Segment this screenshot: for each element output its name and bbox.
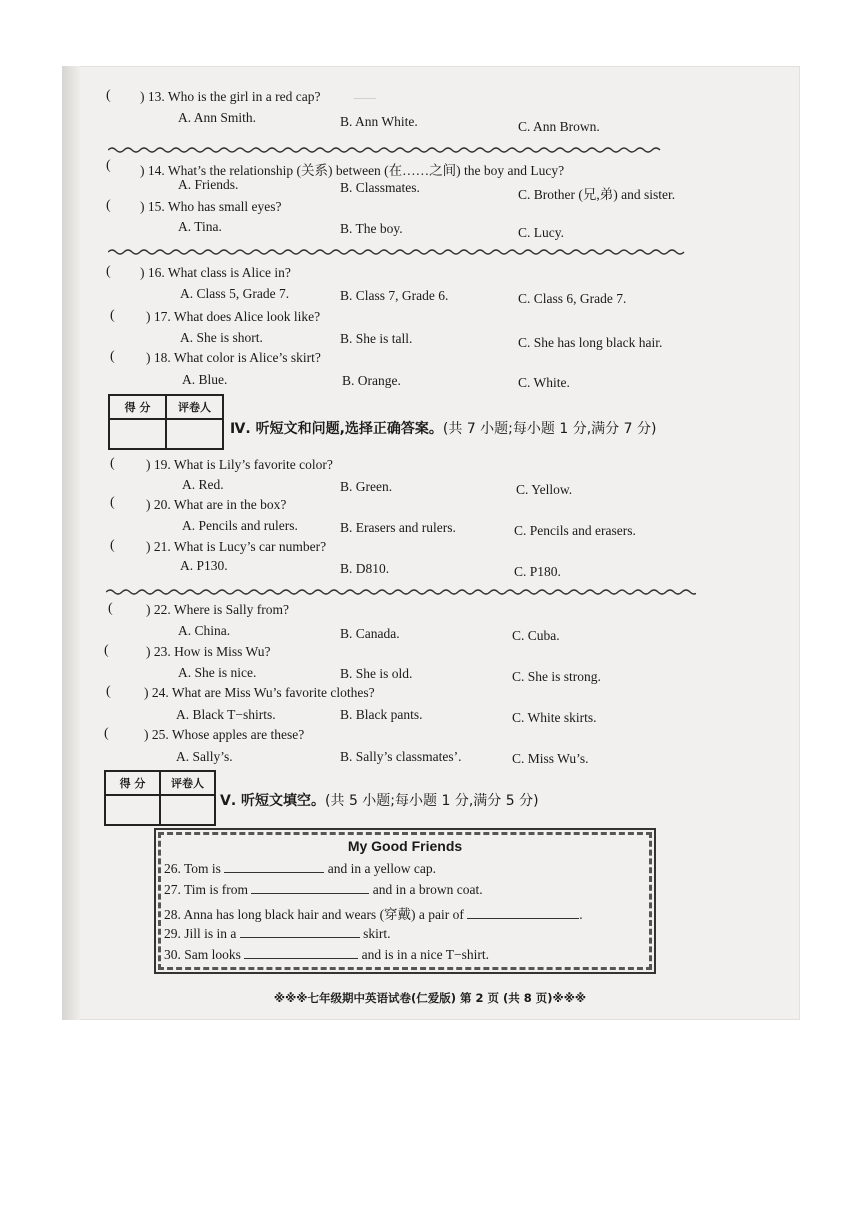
show-through-text: ——: [354, 92, 376, 104]
blank-30[interactable]: [244, 946, 358, 959]
option-23a[interactable]: A. She is nice.: [178, 665, 257, 680]
option-24b[interactable]: B. Black pants.: [340, 707, 423, 722]
option-21a[interactable]: A. P130.: [180, 558, 228, 573]
answer-paren[interactable]: (: [110, 308, 115, 323]
option-14b[interactable]: B. Classmates.: [340, 180, 420, 195]
question-14: ) 14. What’s the relationship (关系) between (在……之间) the boy and Lucy?: [140, 163, 565, 178]
section-4-title: Ⅳ. 听短文和问题,选择正确答案。(共 7 小题;每小题 1 分,满分 7 分): [230, 421, 657, 437]
wavy-divider: [108, 146, 698, 154]
option-20c[interactable]: C. Pencils and erasers.: [514, 523, 636, 538]
score-cell[interactable]: [105, 795, 160, 825]
answer-paren[interactable]: (: [104, 643, 109, 658]
option-25a[interactable]: A. Sally’s.: [176, 749, 233, 764]
option-13b[interactable]: B. Ann White.: [340, 114, 418, 129]
option-20b[interactable]: B. Erasers and rulers.: [340, 520, 456, 535]
blank-28[interactable]: [467, 906, 579, 919]
answer-paren[interactable]: (: [106, 264, 111, 279]
option-23c[interactable]: C. She is strong.: [512, 669, 601, 684]
question-16: ) 16. What class is Alice in?: [140, 265, 291, 280]
answer-paren[interactable]: (: [106, 158, 111, 173]
question-20: ) 20. What are in the box?: [146, 497, 287, 512]
option-24a[interactable]: A. Black T−shirts.: [176, 707, 276, 722]
option-18b[interactable]: B. Orange.: [342, 373, 401, 388]
answer-paren[interactable]: (: [106, 198, 111, 213]
grader-label: 评卷人: [160, 771, 215, 795]
question-23: ) 23. How is Miss Wu?: [146, 644, 271, 659]
option-19b[interactable]: B. Green.: [340, 479, 393, 494]
answer-paren[interactable]: (: [110, 538, 115, 553]
question-17: ) 17. What does Alice look like?: [146, 309, 321, 324]
section-5-title: Ⅴ. 听短文填空。(共 5 小题;每小题 1 分,满分 5 分): [220, 793, 539, 809]
score-cell[interactable]: [109, 419, 166, 449]
option-16b[interactable]: B. Class 7, Grade 6.: [340, 288, 449, 303]
option-22c[interactable]: C. Cuba.: [512, 628, 560, 643]
option-25b[interactable]: B. Sally’s classmates’.: [340, 749, 462, 764]
cloze-line-28: 28. Anna has long black hair and wears (穿戴) a pair of .: [164, 907, 583, 922]
answer-paren[interactable]: (: [110, 456, 115, 471]
option-19c[interactable]: C. Yellow.: [516, 482, 573, 497]
option-16a[interactable]: A. Class 5, Grade 7.: [180, 286, 290, 301]
cloze-line-26: 26. Tom is and in a yellow cap.: [164, 861, 437, 876]
option-14c[interactable]: C. Brother (兄,弟) and sister.: [518, 187, 676, 202]
cloze-line-27: 27. Tim is from and in a brown coat.: [164, 882, 483, 897]
grader-cell[interactable]: [160, 795, 215, 825]
question-15: ) 15. Who has small eyes?: [140, 199, 282, 214]
question-13: ) 13. Who is the girl in a red cap?: [140, 89, 321, 104]
option-18c[interactable]: C. White.: [518, 375, 570, 390]
blank-26[interactable]: [224, 860, 324, 873]
answer-paren[interactable]: (: [110, 349, 115, 364]
option-21c[interactable]: C. P180.: [514, 564, 561, 579]
option-15b[interactable]: B. The boy.: [340, 221, 403, 236]
cloze-line-30: 30. Sam looks and is in a nice T−shirt.: [164, 947, 489, 962]
score-label: 得 分: [105, 771, 160, 795]
option-20a[interactable]: A. Pencils and rulers.: [182, 518, 298, 533]
option-18a[interactable]: A. Blue.: [182, 372, 228, 387]
question-25: ) 25. Whose apples are these?: [144, 727, 305, 742]
option-23b[interactable]: B. She is old.: [340, 666, 413, 681]
option-17a[interactable]: A. She is short.: [180, 330, 263, 345]
option-14a[interactable]: A. Friends.: [178, 177, 239, 192]
option-25c[interactable]: C. Miss Wu’s.: [512, 751, 589, 766]
option-24c[interactable]: C. White skirts.: [512, 710, 597, 725]
wavy-divider: [106, 588, 696, 596]
option-13a[interactable]: A. Ann Smith.: [178, 110, 257, 125]
blank-29[interactable]: [240, 925, 360, 938]
score-box: [104, 770, 216, 826]
score-box: [108, 394, 224, 450]
option-16c[interactable]: C. Class 6, Grade 7.: [518, 291, 627, 306]
answer-paren[interactable]: (: [108, 601, 113, 616]
option-21b[interactable]: B. D810.: [340, 561, 390, 576]
option-17b[interactable]: B. She is tall.: [340, 331, 413, 346]
answer-paren[interactable]: (: [106, 684, 111, 699]
score-label: 得 分: [109, 395, 166, 419]
question-21: ) 21. What is Lucy’s car number?: [146, 539, 327, 554]
blank-27[interactable]: [251, 881, 369, 894]
grader-label: 评卷人: [166, 395, 223, 419]
option-15a[interactable]: A. Tina.: [178, 219, 222, 234]
option-22b[interactable]: B. Canada.: [340, 626, 400, 641]
answer-paren[interactable]: (: [106, 88, 111, 103]
cloze-box: [154, 828, 656, 974]
grader-cell[interactable]: [166, 419, 223, 449]
question-19: ) 19. What is Lily’s favorite color?: [146, 457, 333, 472]
option-19a[interactable]: A. Red.: [182, 477, 224, 492]
answer-paren[interactable]: (: [110, 495, 115, 510]
option-22a[interactable]: A. China.: [178, 623, 231, 638]
answer-paren[interactable]: (: [104, 726, 109, 741]
option-13c[interactable]: C. Ann Brown.: [518, 119, 600, 134]
page-footer: ※※※七年级期中英语试卷(仁爱版) 第 2 页 (共 8 页)※※※: [273, 991, 587, 1005]
wavy-divider: [108, 248, 698, 256]
option-15c[interactable]: C. Lucy.: [518, 225, 564, 240]
cloze-title: My Good Friends: [347, 838, 463, 854]
cloze-line-29: 29. Jill is in a skirt.: [164, 926, 391, 941]
question-24: ) 24. What are Miss Wu’s favorite clothes?: [144, 685, 375, 700]
question-22: ) 22. Where is Sally from?: [146, 602, 289, 617]
question-18: ) 18. What color is Alice’s skirt?: [146, 350, 321, 365]
option-17c[interactable]: C. She has long black hair.: [518, 335, 663, 350]
